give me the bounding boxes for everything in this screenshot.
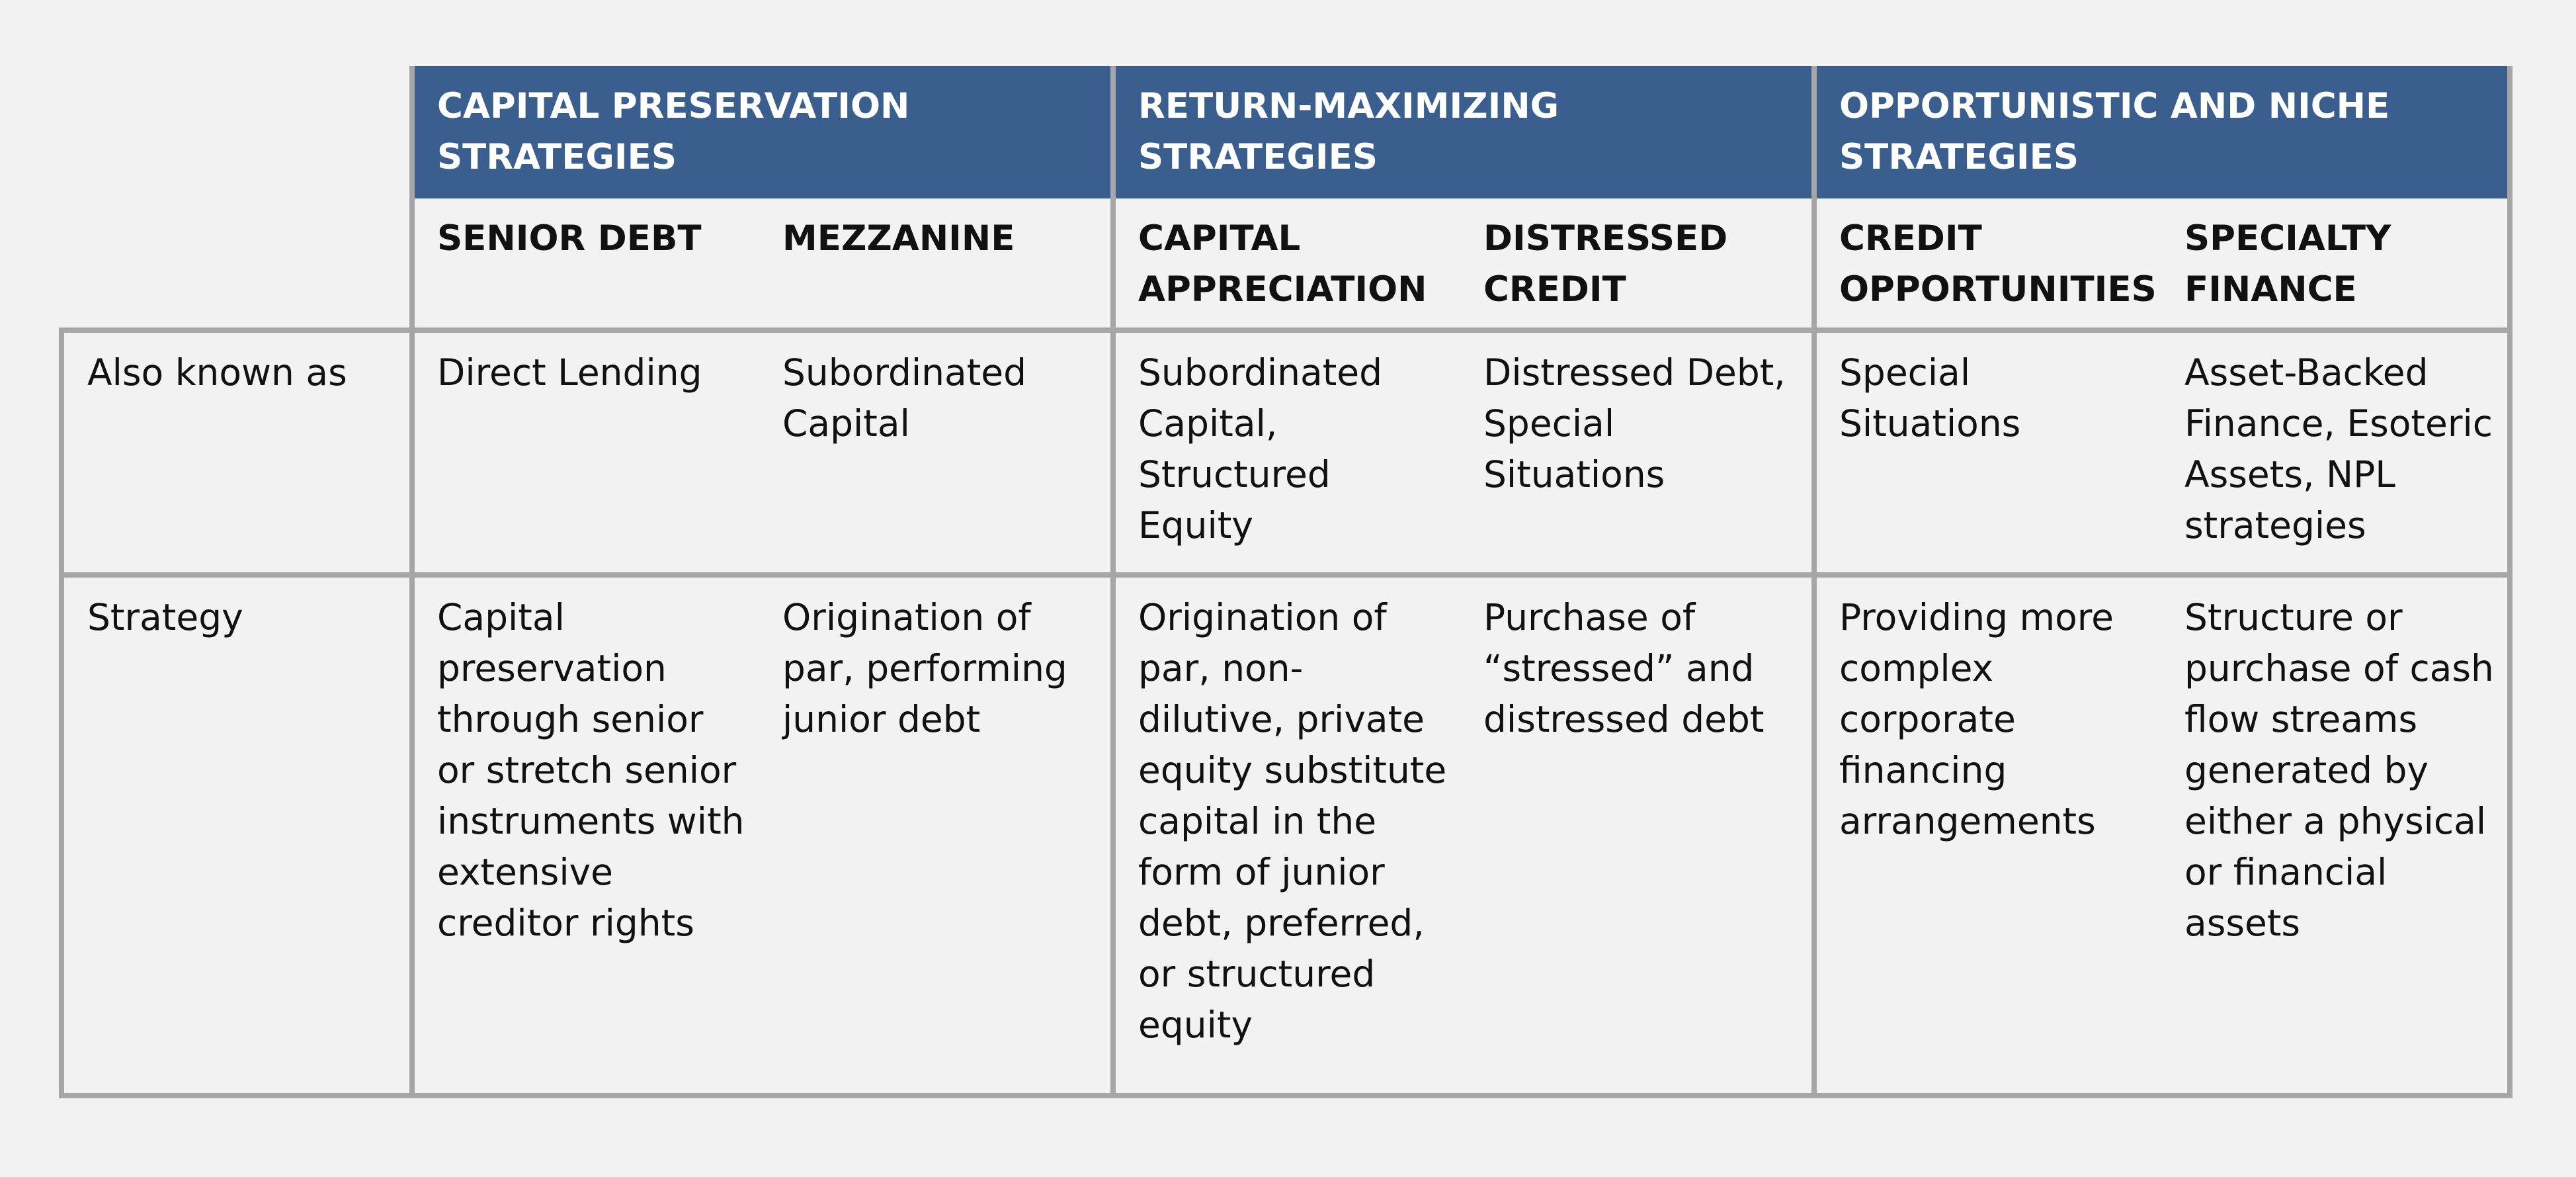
group-header-label: OPPORTUNISTIC AND NICHE STRATEGIES — [1839, 86, 2390, 177]
row-label-text: Strategy — [87, 596, 243, 638]
cell-text: Capital preservation through senior or stretch senior instruments with extensive creditor rights — [437, 596, 745, 944]
column-header-label: SENIOR DEBT — [437, 218, 702, 259]
cell-strategy-credit-opportunities — [1811, 572, 2162, 1098]
corner-empty-cell — [59, 66, 409, 198]
column-header-label: CREDIT OPPORTUNITIES — [1839, 218, 2157, 310]
column-header-capital-appreciation — [1110, 198, 1461, 327]
column-header-distressed-credit — [1461, 198, 1811, 327]
row-label-strategy — [59, 572, 409, 1098]
cell-also-known-as-credit-opportunities — [1811, 327, 2162, 572]
column-header-label: DISTRESSED CREDIT — [1483, 218, 1728, 310]
cell-text: Origination of par, non-dilutive, private equity substitute capital in the form of junior debt, preferred, or structured equity — [1138, 596, 1447, 1046]
cell-strategy-senior-debt — [409, 572, 760, 1098]
strategy-comparison-table — [59, 66, 2518, 1098]
column-header-mezzanine — [760, 198, 1110, 327]
column-header-specialty-finance — [2162, 198, 2513, 327]
column-header-label: CAPITAL APPRECIATION — [1138, 218, 1427, 310]
cell-text: Asset-Backed Finance, Esoteric Assets, NPL strategies — [2184, 351, 2493, 546]
group-header-label: RETURN-MAXIMIZING STRATEGIES — [1138, 86, 1559, 177]
row-label-also-known-as — [59, 327, 409, 572]
cell-text: Subordinated Capital, Structured Equity — [1138, 351, 1383, 546]
cell-strategy-distressed-credit — [1461, 572, 1811, 1098]
group-header-return-maximizing — [1110, 66, 1811, 198]
cell-text: Purchase of “stressed” and distressed debt — [1483, 596, 1765, 740]
cell-also-known-as-mezzanine — [760, 327, 1110, 572]
cell-strategy-specialty-finance — [2162, 572, 2513, 1098]
cell-also-known-as-capital-appreciation — [1110, 327, 1461, 572]
cell-text: Direct Lending — [437, 351, 702, 394]
cell-also-known-as-specialty-finance — [2162, 327, 2513, 572]
cell-also-known-as-senior-debt — [409, 327, 760, 572]
cell-also-known-as-distressed-credit — [1461, 327, 1811, 572]
cell-strategy-mezzanine — [760, 572, 1110, 1098]
cell-text: Distressed Debt, Special Situations — [1483, 351, 1786, 496]
cell-text: Providing more complex corporate financing arrangements — [1839, 596, 2114, 842]
row-label-text: Also known as — [87, 351, 347, 394]
column-header-label: MEZZANINE — [782, 218, 1015, 259]
column-header-senior-debt — [409, 198, 760, 327]
group-header-capital-preservation — [409, 66, 1110, 198]
group-header-opportunistic — [1811, 66, 2513, 198]
cell-text: Subordinated Capital — [782, 351, 1027, 445]
column-header-label: SPECIALTY FINANCE — [2184, 218, 2391, 310]
cell-strategy-capital-appreciation — [1110, 572, 1461, 1098]
corner-empty-cell — [59, 198, 409, 327]
cell-text: Structure or purchase of cash flow streams generated by either a physical or financial assets — [2184, 596, 2494, 944]
group-header-label: CAPITAL PRESERVATION STRATEGIES — [437, 86, 910, 177]
column-header-credit-opportunities — [1811, 198, 2162, 327]
cell-text: Special Situations — [1839, 351, 2021, 445]
cell-text: Origination of par, performing junior debt — [782, 596, 1067, 740]
